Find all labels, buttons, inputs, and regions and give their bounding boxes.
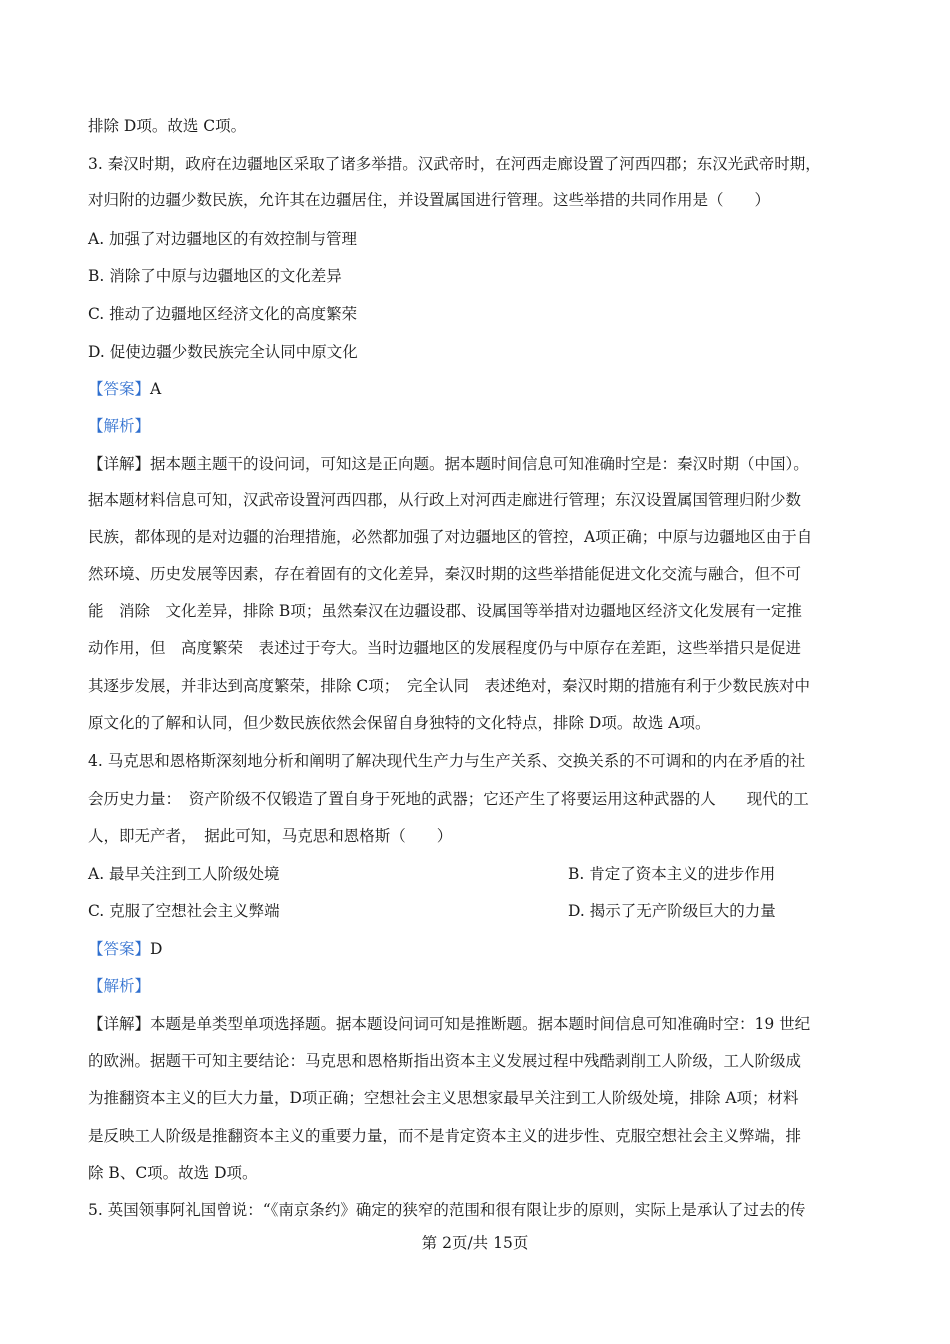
answer-tag: 【答案】	[88, 380, 151, 398]
answer-line	[88, 938, 868, 960]
option-d: D. 促使边疆少数民族完全认同中原文化	[88, 343, 358, 361]
detail-text: 除 B、C项。故选 D项。	[88, 1164, 258, 1182]
answer-value: A	[150, 380, 162, 398]
option-b: B. 肯定了资本主义的进步作用	[568, 865, 776, 883]
detail-text: 能 消除 文化差异，排除 B项；虽然秦汉在边疆设郡、设属国等举措对边疆地区经济文化发展有一定推	[88, 602, 802, 620]
option-a: A. 加强了对边疆地区的有效控制与管理	[88, 230, 358, 248]
question-4-stem: 人，即无产者， 据此可知，马克思和恩格斯（ ）	[88, 827, 453, 845]
analysis-line	[88, 975, 868, 997]
detail-text: 是反映工人阶级是推翻资本主义的重要力量，而不是肯定资本主义的进步性、克服空想社会主义弊端，排	[88, 1127, 802, 1145]
question-4-stem: 4. 马克思和恩格斯深刻地分析和阐明了解决现代生产力与生产关系、交换关系的不可调和的内在矛盾的社	[88, 752, 806, 770]
analysis-tag: 【解析】	[88, 417, 151, 435]
detail-text: 原文化的了解和认同，但少数民族依然会保留自身独特的文化特点，排除 D项。故选 A项。	[88, 714, 711, 732]
detail-tag: 【详解】	[88, 455, 151, 473]
page-footer: 第 2页/共 15页	[421, 1234, 529, 1252]
detail-text: 据本题主题干的设问词，可知这是正向题。据本题时间信息可知准确时空是：秦汉时期（中国）。	[150, 455, 809, 473]
detail-text: 据本题材料信息可知，汉武帝设置河西四郡，从行政上对河西走廊进行管理；东汉设置属国管理归附少数	[88, 491, 802, 509]
question-4-stem: 会历史力量： 资产阶级不仅锻造了置自身于死地的武器；它还产生了将要运用这种武器的人 现代的工	[88, 790, 809, 808]
question-5-stem: 5. 英国领事阿礼国曾说：“《南京条约》确定的狭窄的范围和很有限让步的原则，实际上是承认了过去的传	[88, 1201, 806, 1219]
answer-tag: 【答案】	[88, 940, 151, 958]
question-3-stem: 对归附的边疆少数民族，允许其在边疆居住，并设置属国进行管理。这些举措的共同作用是（ ）	[88, 191, 771, 209]
question-3-stem: 3. 秦汉时期，政府在边疆地区采取了诸多举措。汉武帝时，在河西走廊设置了河西四郡；东汉光武帝时期，	[88, 155, 821, 173]
detail-text: 的欧洲。据题干可知主要结论：马克思和恩格斯指出资本主义发展过程中残酷剥削工人阶级，工人阶级成	[88, 1052, 802, 1070]
option-a: A. 最早关注到工人阶级处境	[88, 865, 280, 883]
detail-text: 为推翻资本主义的巨大力量，D项正确；空想社会主义思想家最早关注到工人阶级处境，排除 A项；材料	[88, 1089, 799, 1107]
detail-text: 民族，都体现的是对边疆的治理措施，必然都加强了对边疆地区的管控，A项正确；中原与边疆地区由于自	[88, 528, 813, 546]
option-d: D. 揭示了无产阶级巨大的力量	[568, 902, 776, 920]
option-b: B. 消除了中原与边疆地区的文化差异	[88, 267, 342, 285]
options-row	[88, 863, 868, 885]
answer-line	[88, 378, 868, 400]
option-c: C. 克服了空想社会主义弊端	[88, 902, 280, 920]
detail-text: 然环境、历史发展等因素，存在着固有的文化差异，秦汉时期的这些举措能促进文化交流与融合，但不可	[88, 565, 802, 583]
analysis-line	[88, 415, 868, 437]
detail-line	[88, 453, 868, 475]
analysis-tag: 【解析】	[88, 977, 151, 995]
options-row	[88, 900, 868, 922]
detail-text: 其逐步发展，并非达到高度繁荣，排除 C项； 完全认同 表述绝对，秦汉时期的措施有利于少数民族对中	[88, 677, 811, 695]
option-c: C. 推动了边疆地区经济文化的高度繁荣	[88, 305, 358, 323]
detail-tag: 【详解】	[88, 1015, 151, 1033]
detail-text: 动作用，但 高度繁荣 表述过于夸大。当时边疆地区的发展程度仍与中原存在差距，这些举措只是促进	[88, 639, 802, 657]
answer-value: D	[150, 940, 163, 958]
text-line: 排除 D项。故选 C项。	[88, 117, 247, 135]
detail-text: 本题是单类型单项选择题。据本题设问词可知是推断题。据本题时间信息可知准确时空：19 世纪	[150, 1015, 811, 1033]
detail-line	[88, 1013, 868, 1035]
